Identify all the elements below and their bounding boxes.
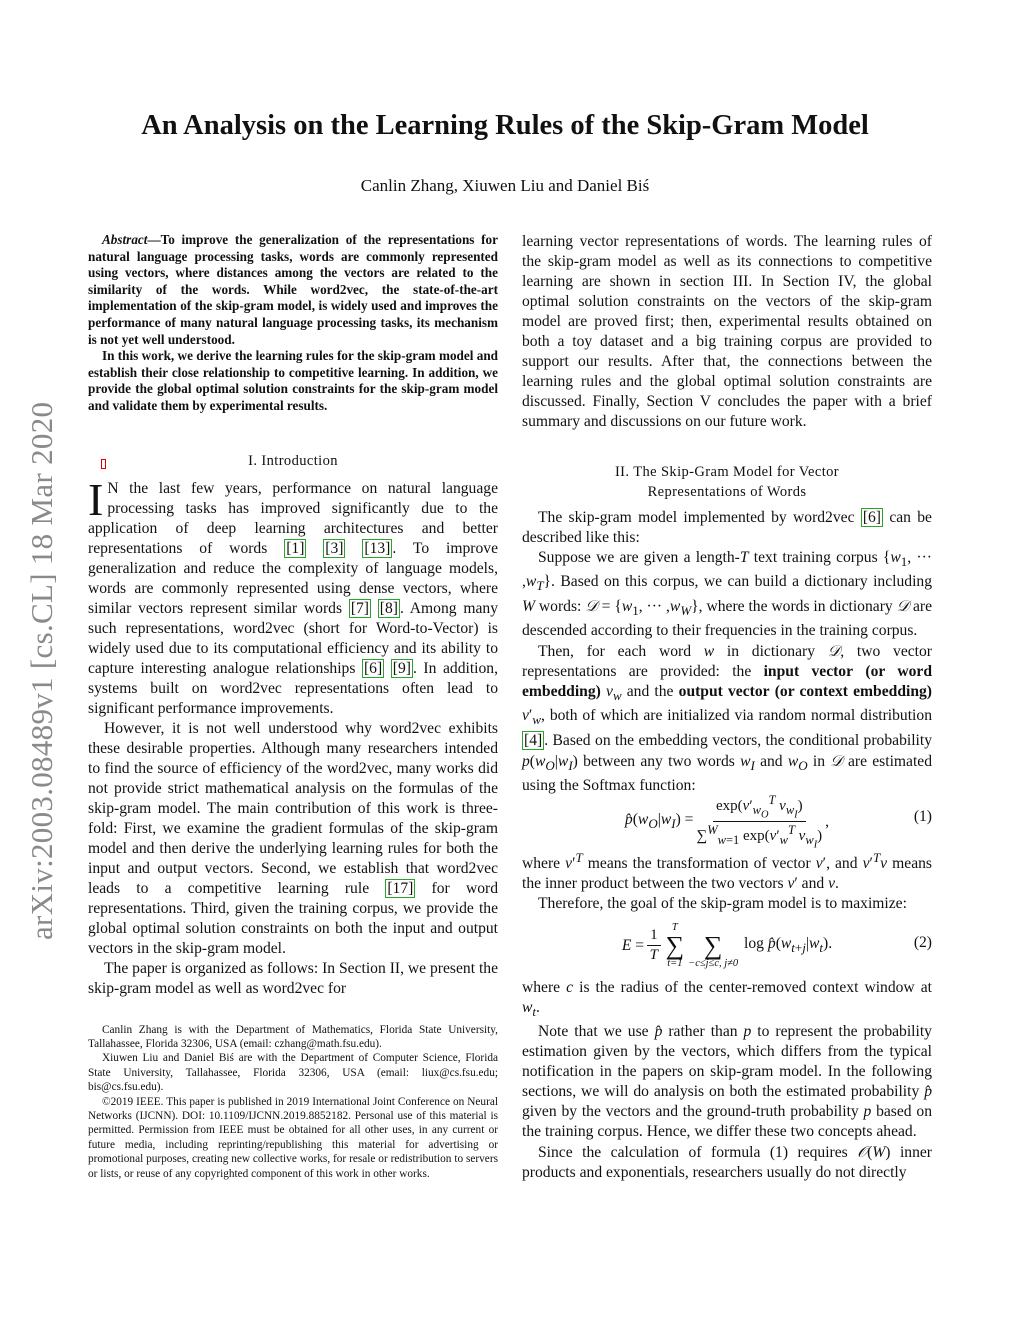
right-column — [522, 232, 932, 1183]
equation-1-number: (1) — [913, 807, 932, 825]
footnotes — [88, 1023, 498, 1181]
citation-link[interactable]: [3] — [325, 539, 344, 557]
citation-link[interactable]: [13] — [364, 539, 391, 557]
s2-p6: where c is the radius of the center-removed context window at $w_t$. — [522, 978, 932, 1019]
citation-link[interactable]: [1] — [286, 539, 305, 557]
s2-p3: Then, for each word w in dictionary 𝒟, two vector representations are provided: the input vector (or word embedding) $v_w$ and the output vector (or context embedding) $v'_w$, both of which are initialized via random normal distribution [4] . Based on the embedding vectors, the conditional probability $p(w_O|w_I)$ between any two words $w_I$ and $w_O$ in 𝒟 are estimated using the Softmax function: — [522, 642, 932, 794]
dropcap: I — [88, 473, 104, 525]
intro-p3: The paper is organized as follows: In Section II, we present the skip-gram model as well as word2vec for — [88, 959, 498, 997]
footnote-3: ©2019 IEEE. This paper is published in 2019 International Joint Conference on Neural Networks (IJCNN). DOI: 10.1109/IJCNN.2019.8852182. Personal use of this material is permitted. Permission from IEEE must be obtained for all other uses, in any current or future media, including reprinting/republishing this material for advertising or promotional purposes, creating new collective works, for resale or redistribution to servers or lists, or reuse of any copyrighted component of this work in other works. — [88, 1095, 498, 1180]
citation-link[interactable]: [9] — [392, 659, 411, 677]
equation-2-number: (2) — [913, 933, 932, 951]
s2-p4: where $v'^T$ means the transformation of vector v′, and $v'^Tv$ means the inner product between the two vectors v′ and v. — [522, 849, 932, 892]
citation-link[interactable]: [4] — [524, 731, 543, 749]
s2-p2: Suppose we are given a length-T text training corpus {$w_1$, ··· $,w_T$}. Based on this corpus, we can build a dictionary including W words: 𝒟 = {$w_1$, ··· $,w_W$}, where the words in dictionary 𝒟 are descended according to their frequencies in the training corpus. — [522, 549, 932, 640]
footnote-2: Xiuwen Liu and Daniel Biś are with the Department of Computer Science, Florida State University, Tallahassee, Florida 32306, USA (email: liux@cs.fsu.edu; bis@cs.fsu.edu). — [88, 1052, 498, 1094]
abstract-label: Abstract — [102, 232, 148, 247]
arxiv-stamp: arXiv:2003.08489v1 [cs.CL] 18 Mar 2020 — [24, 401, 59, 940]
intro-p2: However, it is not well understood why word2vec exhibits these desirable properties. Although many researchers intended to find the source of efficiency of the word2vec, many works did not provide strict mathematical analysis on the formulas of the skip-gram model. The main contribution of this work is three-fold: First, we examine the gradient formulas of the skip-gram model and then derive the underlying learning rules for both the input and output vectors. Second, we establish that word2vec leads to a competitive learning rule [17] for word representations. Third, given the training corpus, we provide the global optimal solution constraints on both the input and output vectors in the skip-gram model. — [88, 719, 498, 957]
citation-link[interactable]: [8] — [379, 599, 398, 617]
paper-authors: Canlin Zhang, Xiuwen Liu and Daniel Biś — [360, 176, 650, 195]
s2-p7: Note that we use p̂ rather than p to represent the probability estimation given by the vectors, which differs from the typical notification in the papers on skip-gram model. In the following sections, we will do analysis on both the estimated probability p̂ given by the vectors and the ground-truth probability p based on the training corpus. Hence, we differ these two concepts ahead. — [522, 1022, 932, 1140]
equation-1: $p̂(w_O|w_I)$ = $\frac{\exp(v'_{w_O}^T v_{w_I})}{\sum^W_{w=1} \exp(v'_w^T v_{w_I})}$ , (1) — [624, 792, 932, 851]
citation-link[interactable]: [17] — [387, 879, 414, 897]
equation-2: E = $\frac{1}{T}$ T ∑ t=1 ∑ −c≤j≤c, j≠0 $\log p̂(w_{t+j}|w_t)$. (2) — [621, 921, 932, 969]
intro-p3-continued: learning vector representations of words. The learning rules of the skip-gram model as well as its connections to competitive learning are shown in section III. In Section IV, the global optimal solution constraints on the vectors of the skip-gram model are proved first; then, experimental results obtained on both a toy dataset and a big training corpus are provided to support our results. After that, the connections between the learning rules and the global optimal solution constraints are discussed. Finally, Section V concludes the paper with a brief summary and discussions on our future work. — [522, 233, 932, 430]
s2-p1: The skip-gram model implemented by word2vec [6] can be described like this: — [522, 509, 932, 546]
left-column — [88, 232, 498, 1181]
abstract: Abstract—To improve the generalization of the representations for natural language processing tasks, words are commonly represented using vectors, where distances among the vectors are related to the similarity of the words. While word2vec, the state-of-the-art implementation of the skip-gram model, is widely used and improves the performance of many natural language processing tasks, its mechanism is not yet well understood. In this work, we derive the learning rules for the skip-gram model and establish their close relationship to competitive learning. In addition, we provide the global optimal solution constraints for the skip-gram model and validate them by experimental results. — [88, 232, 498, 413]
footnote-1: Canlin Zhang is with the Department of Mathematics, Florida State University, Tallahassee, Florida 32306, USA (email: czhang@math.fsu.edu). — [88, 1023, 498, 1050]
abstract-p2: In this work, we derive the learning rules for the skip-gram model and establish their close relationship to competitive learning. In addition, we provide the global optimal solution constraints for the skip-gram model and validate them by experimental results. — [88, 348, 498, 413]
section-heading-skip-gram: II. The Skip-Gram Model for Vector Representations of Words — [614, 464, 840, 500]
citation-link[interactable]: [7] — [350, 599, 369, 617]
citation-link[interactable]: [6] — [363, 659, 383, 677]
citation-link[interactable]: [6] — [862, 509, 881, 526]
s2-p8: Since the calculation of formula (1) requires 𝒪(W) inner products and exponentials, researchers usually do not directly — [522, 1142, 932, 1181]
section-heading-introduction: I. Introduction — [248, 452, 338, 469]
abstract-p1: To improve the generalization of the representations for natural language processing tasks, words are commonly represented using vectors, where distances among the vectors are related to the similarity of the words. While word2vec, the state-of-the-art implementation of the skip-gram model, is widely used and improves the performance of many natural language processing tasks, its mechanism is not yet well understood. — [88, 232, 498, 347]
intro-p1: I N the last few years, performance on natural language processing tasks has improved significantly due to the application of deep learning architectures and better representations of words [1] [3] [13] . To improve generalization and reduce the complexity of language models, words are commonly represented using dense vectors, where similar vectors represent similar words [7] [8] . Among many such representations, word2vec (short for Word-to-Vector) is widely used due to its computational efficiency and its ability to capture interesting analogue relationships [6] [9] . In addition, systems built on word2vec representations often lead to significant performance improvements. — [88, 473, 498, 717]
s2-p5: Therefore, the goal of the skip-gram model is to maximize: — [538, 894, 907, 912]
paper-title: An Analysis on the Learning Rules of the Skip-Gram Model — [141, 110, 869, 141]
red-marker — [101, 459, 106, 469]
